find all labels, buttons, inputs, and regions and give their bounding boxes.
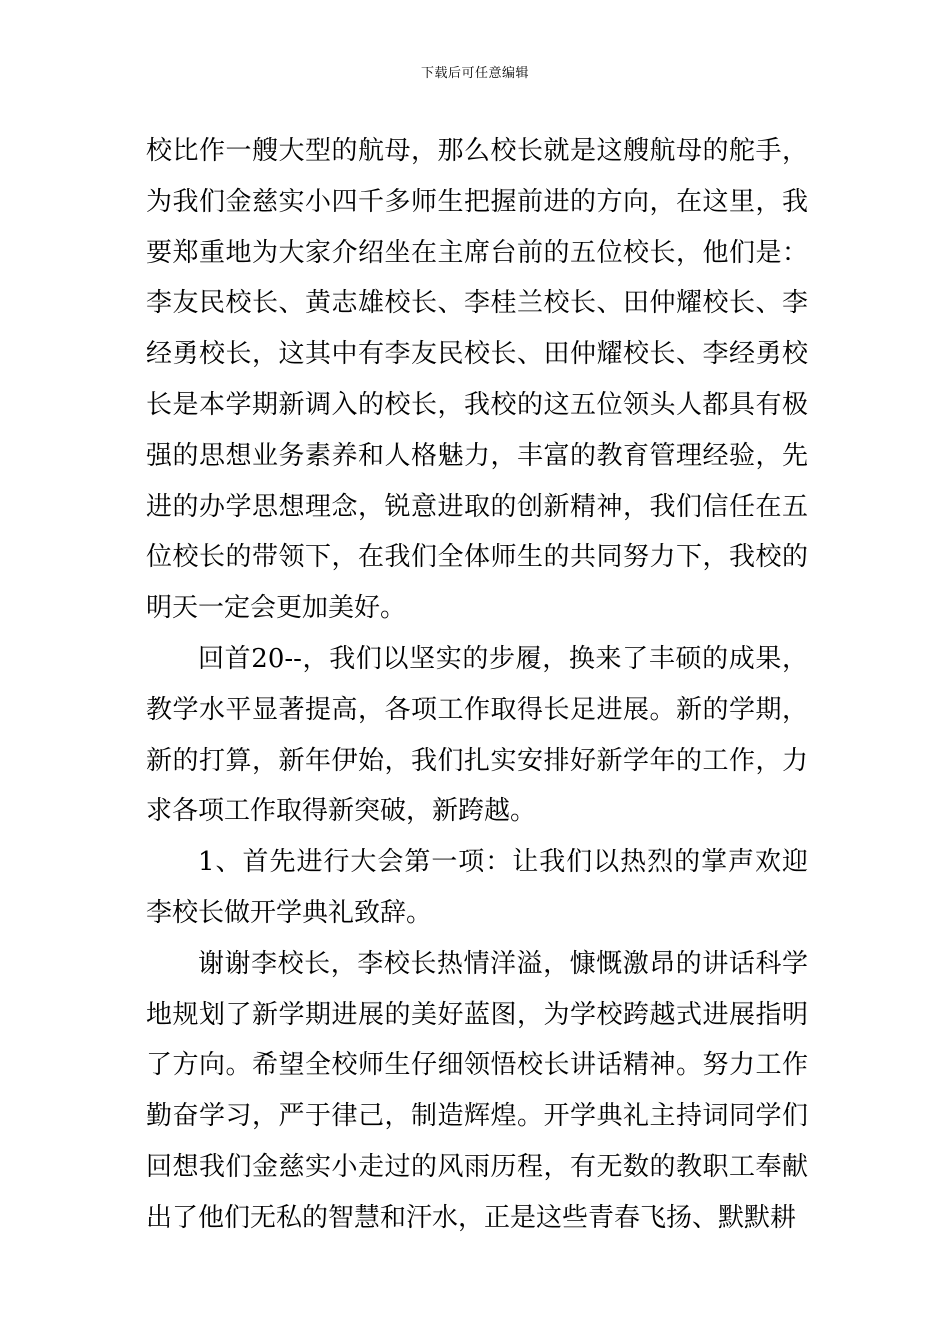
paragraph-agenda-item-1: 1、首先进行大会第一项：让我们以热烈的掌声欢迎李校长做开学典礼致辞。 bbox=[146, 847, 808, 928]
document-body bbox=[146, 126, 808, 1244]
paragraph-review: 回首20--，我们以坚实的步履，换来了丰硕的成果，教学水平显著提高，各项工作取得长足进展。新的学期，新的打算，新年伊始，我们扎实安排好新学年的工作，力求各项工作取得新突破，新跨越。 bbox=[146, 643, 808, 827]
page-header-caption: 下载后可任意编辑 bbox=[420, 66, 529, 81]
paragraph-continued: 校比作一艘大型的航母，那么校长就是这艘航母的舵手，为我们金慈实小四千多师生把握前进的方向，在这里，我要郑重地为大家介绍坐在主席台前的五位校长，他们是：李友民校长、黄志雄校长、李桂兰校长、田仲耀校长、李经勇校长，这其中有李友民校长、田仲耀校长、李经勇校长是本学期新调入的校长，我校的这五位领头人都具有极强的思想业务素养和人格魅力，丰富的教育管理经验，先进的办学思想理念，锐意进取的创新精神，我们信任在五位校长的带领下，在我们全体师生的共同努力下，我校的明天一定会更加美好。 bbox=[146, 136, 808, 624]
paragraph-thanks: 谢谢李校长，李校长热情洋溢，慷慨激昂的讲话科学地规划了新学期进展的美好蓝图，为学校跨越式进展指明了方向。希望全校师生仔细领悟校长讲话精神。努力工作勤奋学习，严于律己，制造辉煌。开学典礼主持词同学们回想我们金慈实小走过的风雨历程，有无数的教职工奉献出了他们无私的智慧和汗水，正是这些青春飞扬、默默耕 bbox=[146, 948, 808, 1233]
